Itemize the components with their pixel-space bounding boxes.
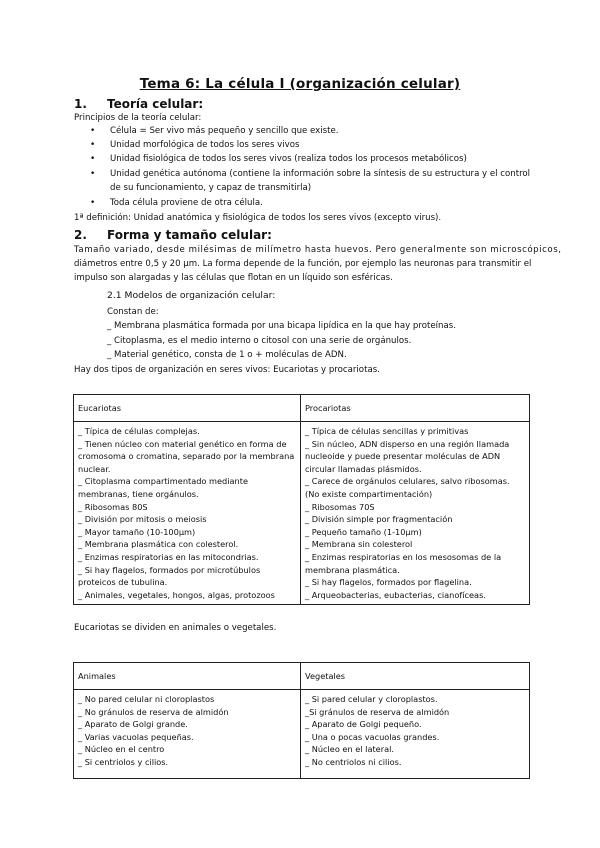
table-line: nucleoide y puede presentar moléculas de ADN [305,451,501,462]
table-line: _ Aparato de Golgi pequeño. [305,719,422,730]
paragraph-line: diámetros entre 0,5 y 20 µm. La forma depende de la función, por ejemplo las neuronas para transmitir el [74,259,532,269]
table-line: _ Animales, vegetales, hongos, algas, protozoos [78,589,275,600]
prokaryote-column [301,422,530,605]
table-line: membranas, tiene orgánulos. [78,488,199,499]
table-line: _ Si hay flagelos, formados por microtúbulos [78,564,261,575]
table-line: _ Carece de orgánulos celulares, salvo ribosomas. [305,476,510,487]
bullet-text: Célula = Ser vivo más pequeño y sencillo que existe. [110,126,339,136]
bullet-text: Unidad fisiológica de todos los seres vivos (realiza todos los procesos metabólicos) [110,154,467,164]
table-header-cell: Procariotas [301,395,530,422]
eukaryote-prokaryote-table [73,394,530,605]
table-line: _ Varias vacuolas pequeñas. [78,731,194,742]
table-line: _ Ribosomas 80S [78,501,148,512]
paragraph-line: impulso son alargadas y las células que flotan en un líquido son esféricas. [74,273,393,283]
organization-types: Hay dos tipos de organización en seres vivos: Eucariotas y procariotas. [74,365,380,375]
table-row [74,422,530,605]
consist-label: Constan de: [107,307,159,317]
bullet-icon: • [90,126,96,136]
table-line: _ Aparato de Golgi grande. [78,719,188,730]
bullet-text: Unidad genética autónoma (contiene la información sobre la síntesis de su estructura y el control [110,169,531,179]
section-1-intro: Principios de la teoría celular: [74,113,202,123]
table-line: _ Si centriolos y cilios. [78,756,169,767]
table-header-row [74,663,530,690]
table-line: _ Si pared celular y cloroplastos. [305,694,438,704]
table-line: _ Sin núcleo, ADN disperso en una región llamada [305,438,510,449]
table-line: _ No pared celular ni cloroplastos [78,694,215,704]
bullet-text: Toda célula proviene de otra célula. [110,198,263,208]
table-line: _ Si hay flagelos, formados por flagelina. [305,577,472,588]
section-1-number: 1. [74,97,87,111]
section-1-title: Teoría celular: [107,97,204,111]
plant-column [301,690,530,779]
divide-statement: Eucariotas se dividen en animales o vegetales. [74,623,277,633]
page-title-text: Tema 6: La célula I (organización celular) [139,76,461,92]
table-line: (No existe compartimentación) [305,488,433,499]
bullet-item [90,125,339,138]
bullet-item [90,168,531,181]
table-header-row [74,395,530,422]
bullet-icon: • [90,169,96,179]
bullet-icon: • [90,154,96,164]
bullet-text: Unidad morfológica de todos los seres vivos [110,140,300,150]
table-line: _ Pequeño tamaño (1-10µm) [305,526,422,537]
bullet-icon: • [90,140,96,150]
bullet-icon: • [90,198,96,208]
table-line: _ Arqueobacterias, eubacterias, cianofíceas. [305,589,486,600]
animal-column [74,690,301,779]
table-line: nuclear. [78,463,111,474]
table-header-cell: Eucariotas [74,395,301,422]
bullet-item [90,197,263,210]
table-header-cell: Animales [74,663,301,690]
table-line: membrana plasmática. [305,564,400,575]
section-2-title: Forma y tamaño celular: [107,228,272,242]
table-line: _ Mayor tamaño (10-100µm) [78,526,196,537]
table-line: _ División por mitosis o meiosis [78,514,207,525]
table-line: _ Membrana sin colesterol [305,539,413,550]
table-row [74,690,530,779]
table-line: _ No centriolos ni cilios. [305,756,402,767]
section-2-heading [74,228,272,242]
paragraph-line: Tamaño variado, desde milésimas de milímetro hasta huevos. Pero generalmente son microscópicos, [74,245,562,255]
page-title [0,76,600,92]
table-line: _ Enzimas respiratorias en las mitocondrias. [78,551,259,562]
table-header-cell: Vegetales [301,663,530,690]
subsection-heading: 2.1 Modelos de organización celular: [107,290,276,301]
table-line: _ División simple por fragmentación [305,514,453,525]
table-line: proteicos de tubulina. [78,577,168,588]
table-line: _ Tienen núcleo con material genético en forma de [78,438,287,449]
table-line: _ Ribosomas 70S [305,501,375,512]
table-line: cromosoma o cromatina, separado por la membrana [78,451,295,462]
component-item: _ Material genético, consta de 1 o + moléculas de ADN. [107,350,347,360]
bullet-item [90,153,467,166]
table-line: circular llamadas plásmidos. [305,463,422,474]
table-line: _ Una o pocas vacuolas grandes. [305,731,440,742]
table-line: _Si gránulos de reserva de almidón [305,706,450,717]
section-1-definition: 1ª definición: Unidad anatómica y fisiológica de todos los seres vivos (excepto virus). [74,213,442,223]
animal-plant-table [73,662,530,779]
table-line: _ Citoplasma compartimentado mediante [78,476,248,487]
table-line: _ Membrana plasmática con colesterol. [78,539,239,550]
table-line: _ Núcleo en el centro [78,744,165,755]
component-item: _ Membrana plasmática formada por una bicapa lipídica en la que hay proteínas. [107,321,456,331]
section-1-heading [74,97,203,111]
table-line: _ Típica de células complejas. [78,426,200,436]
section-2-number: 2. [74,228,87,242]
table-line: _ No gránulos de reserva de almidón [78,706,229,717]
eukaryote-column [74,422,301,605]
table-line: _ Enzimas respiratorias en los mesosomas de la [305,551,502,562]
bullet-item [90,139,300,152]
table-line: _ Núcleo en el lateral. [305,744,394,755]
component-item: _ Citoplasma, es el medio interno o citosol con una serie de orgánulos. [107,336,412,346]
table-line: _ Típica de células sencillas y primitivas [305,426,469,436]
bullet-continuation: de su funcionamiento, y capaz de transmitirla) [110,183,312,193]
